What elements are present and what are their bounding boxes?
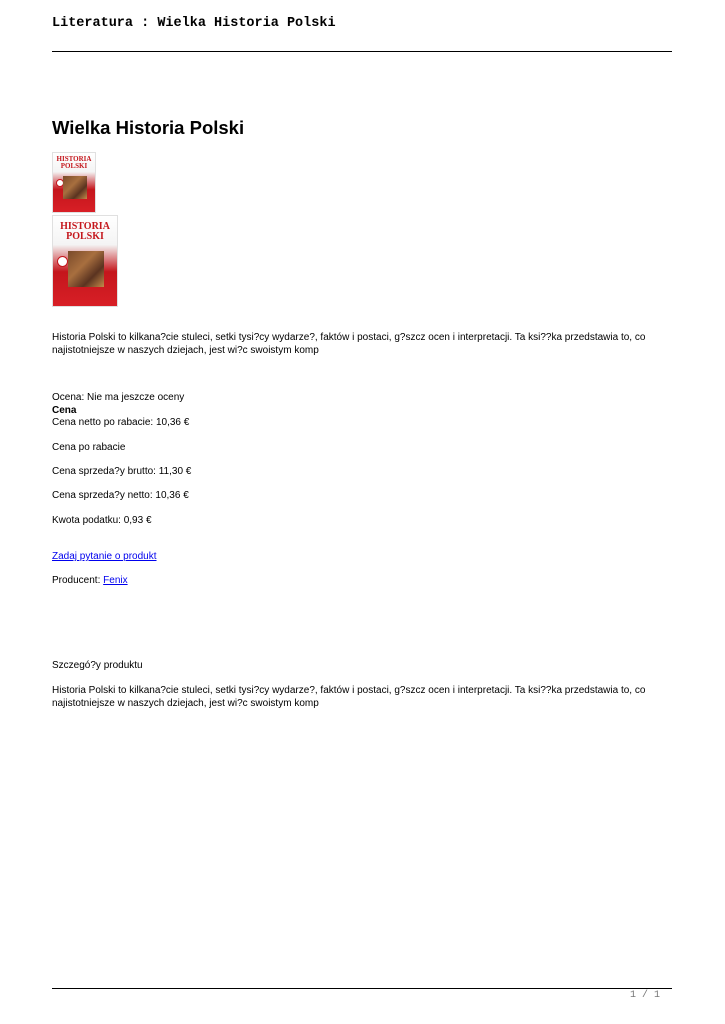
price-gross-sale: Cena sprzeda?y brutto: 11,30 € bbox=[52, 466, 192, 477]
tax-amount: Kwota podatku: 0,93 € bbox=[52, 515, 152, 526]
header-divider bbox=[52, 51, 672, 52]
product-short-description: Historia Polski to kilkana?cie stuleci, setki tysi?cy wydarze?, faktów i postaci, g?szcz ocen i interpretacji. Ta ksi??ka przedstawia to, co najistotniejsze w naszych dziejach, jest wi?c swoistym komp bbox=[52, 332, 646, 356]
product-cover-thumbnail[interactable] bbox=[52, 152, 96, 213]
details-description: Historia Polski to kilkana?cie stuleci, setki tysi?cy wydarze?, faktów i postaci, g?szcz ocen i interpretacji. Ta ksi??ka przedstawia to, co najistotniejsze w naszych dziejach, jest wi?c swoistym komp bbox=[52, 685, 646, 709]
price-heading: Cena bbox=[52, 405, 77, 416]
producer-label: Producent: bbox=[52, 575, 104, 586]
product-title: Wielka Historia Polski bbox=[52, 117, 245, 138]
price-net-after-discount: Cena netto po rabacie: 10,36 € bbox=[52, 417, 190, 428]
producer-link[interactable]: Fenix bbox=[103, 575, 128, 586]
product-cover-image[interactable] bbox=[52, 215, 118, 307]
rating-text: Ocena: Nie ma jeszcze oceny bbox=[52, 392, 185, 403]
details-heading: Szczegó?y produktu bbox=[52, 660, 143, 671]
footer-divider bbox=[52, 988, 672, 989]
cover-title-text: HISTORIA POLSKI bbox=[60, 221, 110, 242]
price-after-discount: Cena po rabacie bbox=[52, 442, 126, 453]
document-header-title: Literatura : Wielka Historia Polski bbox=[52, 16, 336, 31]
page-number: 1 / 1 bbox=[629, 990, 660, 1001]
cover-illustration bbox=[63, 176, 87, 199]
eagle-emblem-icon bbox=[57, 256, 68, 267]
ask-question-row bbox=[52, 550, 157, 563]
cover-illustration bbox=[68, 251, 104, 287]
producer-row bbox=[52, 574, 128, 587]
price-net-sale: Cena sprzeda?y netto: 10,36 € bbox=[52, 490, 189, 501]
ask-question-link[interactable]: Zadaj pytanie o produkt bbox=[52, 551, 157, 562]
cover-title-text: HISTORIA POLSKI bbox=[56, 155, 92, 170]
